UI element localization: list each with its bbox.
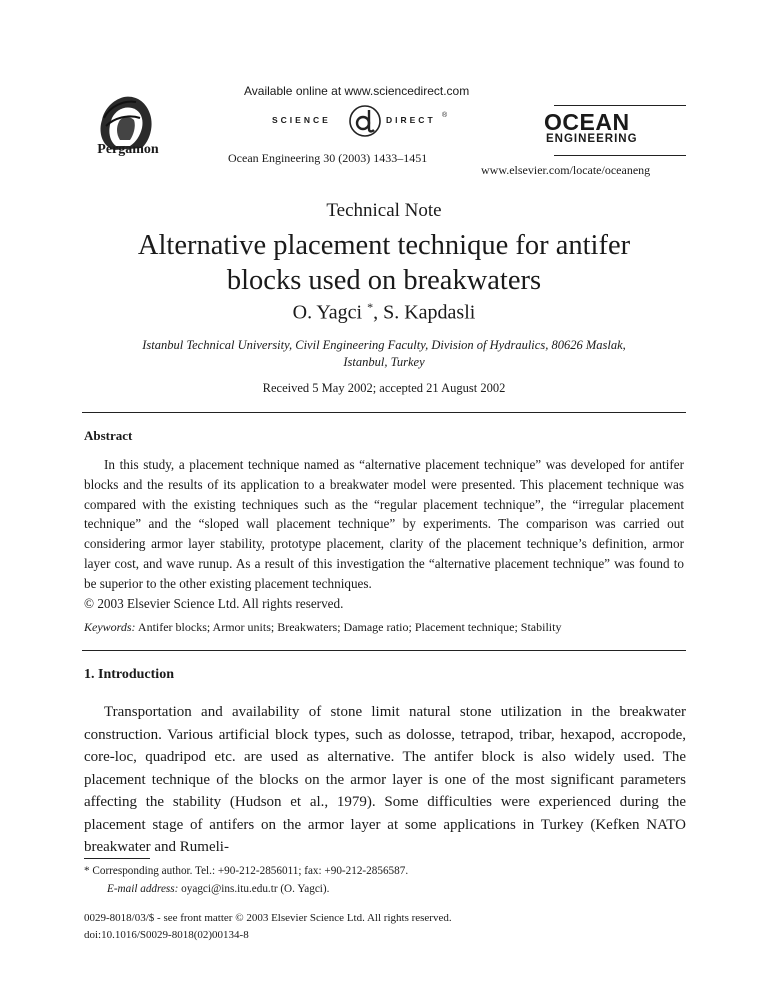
issn-line: 0029-8018/03/$ - see front matter © 2003 Elsevier Science Ltd. All rights reserved. xyxy=(84,912,452,924)
journal-citation: Ocean Engineering 30 (2003) 1433–1451 xyxy=(228,151,428,165)
affiliation xyxy=(100,337,668,371)
abstract-text: In this study, a placement technique named as “alternative placement technique” was developed for antifer blocks and the results of its application to a breakwater model were presented. This placement technique was compared with the existing techniques such as the “regular placement technique”, the “irregular placement technique” and the “sloped wall placement technique” by experiments. The comparison was carried out considering armor layer stability, prototype placement, clarity of the placement technique’s definition, armor layer cost, and wave runup. As a result of this investigation the “alternative placement technique” was found to be superior to the other existing placement techniques. xyxy=(84,457,684,591)
email-label: E-mail address: xyxy=(107,883,179,895)
affiliation-line-2: Istanbul, Turkey xyxy=(343,355,425,369)
author-name: O. Yagci xyxy=(292,301,363,324)
footnote-email xyxy=(107,883,687,895)
journal-logo xyxy=(540,103,688,165)
article-title-line-2: blocks used on breakwaters xyxy=(226,265,542,296)
author-name: S. Kapdasli xyxy=(383,301,476,324)
sd-at-icon xyxy=(348,104,382,138)
keywords-text: Antifer blocks; Armor units; Breakwaters; Damage ratio; Placement technique; Stability xyxy=(135,620,562,634)
article-title-line-1: Alternative placement technique for antifer xyxy=(137,230,631,261)
divider xyxy=(82,650,686,651)
corresponding-mark[interactable]: * xyxy=(367,300,374,314)
publisher-name: Pergamon xyxy=(97,142,159,157)
divider xyxy=(82,412,686,413)
author-separator: , xyxy=(373,301,384,324)
abstract-heading: Abstract xyxy=(84,428,133,443)
footnote-divider xyxy=(84,858,150,859)
sciencedirect-logo xyxy=(268,104,488,138)
footnote-corresponding: * Corresponding author. Tel.: +90-212-2856011; fax: +90-212-2856587. xyxy=(84,865,409,877)
article-title xyxy=(60,228,708,298)
sd-registered-mark: ® xyxy=(442,112,448,119)
sd-logo-right-text: DIRECT xyxy=(386,115,436,125)
affiliation-line-1: Istanbul Technical University, Civil Engineering Faculty, Division of Hydraulics, 80626 Maslak, xyxy=(142,338,626,352)
email-address[interactable]: oyagci@ins.itu.edu.tr (O. Yagci). xyxy=(178,883,330,895)
journal-logo-top-text: OCEAN xyxy=(544,109,630,135)
journal-logo-rule-bottom xyxy=(554,155,686,156)
sd-logo-left-text: SCIENCE xyxy=(272,115,331,125)
abstract-copyright: © 2003 Elsevier Science Ltd. All rights reserved. xyxy=(84,595,344,611)
abstract-body xyxy=(84,455,684,613)
journal-logo-bottom-text: ENGINEERING xyxy=(546,133,638,145)
keywords xyxy=(84,620,686,635)
body-paragraph: Transportation and availability of stone limit natural stone utilization in the breakwater construction. Various artificial block types, such as dolosse, tetrapod, tribar, hexapod, accropode, core-loc, quadripod etc. are used as alternative. The antifer block is also widely used. The placement technique of the blocks on the armor layer is one of the most significant parameters affecting the stability (Hudson et al., 1979). Some difficulties were experienced during the placement stage of antifers on the armor layer at some applications in Turkey (Kefken NATO breakwater and Rumeli- xyxy=(84,704,686,855)
available-online-text: Available online at www.sciencedirect.com xyxy=(244,84,470,98)
keywords-label: Keywords: xyxy=(84,620,136,634)
journal-logo-rule-top xyxy=(554,105,686,106)
received-dates: Received 5 May 2002; accepted 21 August 2002 xyxy=(262,381,506,395)
doi-line[interactable]: doi:10.1016/S0029-8018(02)00134-8 xyxy=(84,929,249,941)
journal-url[interactable]: www.elsevier.com/locate/oceaneng xyxy=(481,163,651,177)
article-type: Technical Note xyxy=(326,200,442,221)
author-list xyxy=(0,300,768,325)
section-body xyxy=(84,701,686,859)
section-heading: 1. Introduction xyxy=(84,667,174,682)
